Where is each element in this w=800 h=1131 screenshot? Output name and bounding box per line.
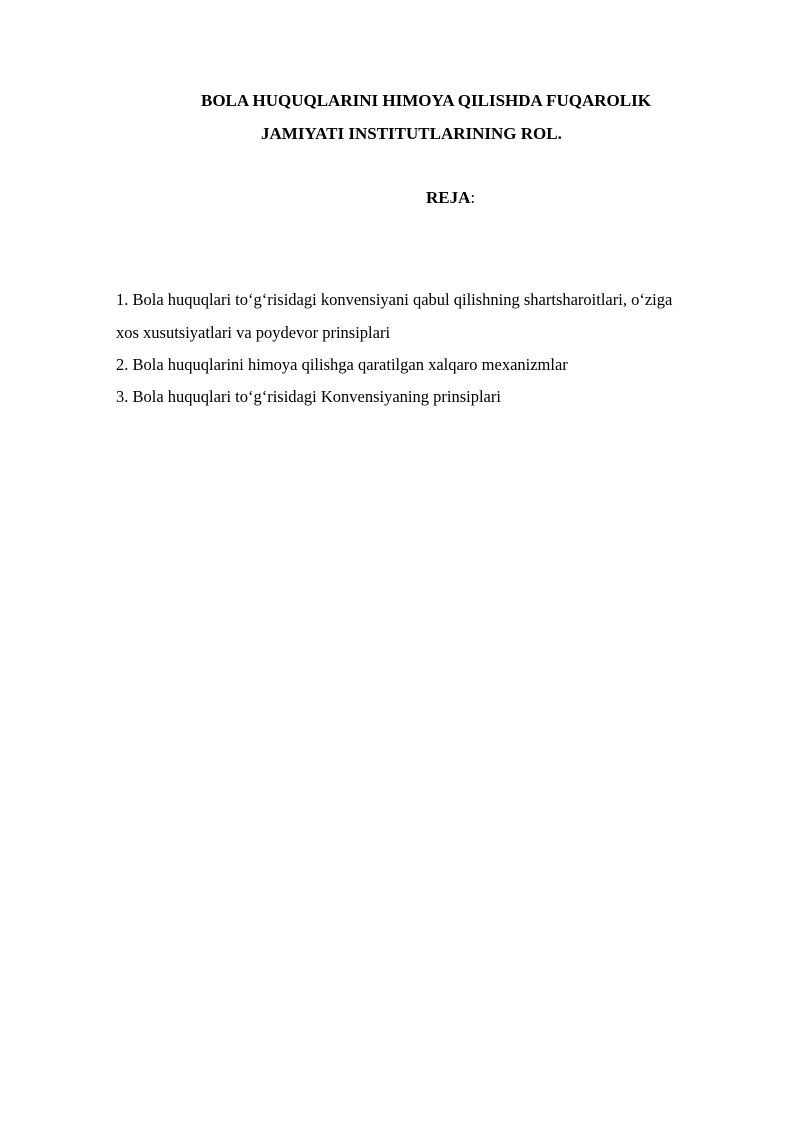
plan-item-3: 3. Bola huquqlari to‘g‘risidagi Konvensiyaning prinsiplari [116, 387, 501, 406]
plan-heading [426, 188, 475, 208]
document-title-line-1: BOLA HUQUQLARINI HIMOYA QILISHDA FUQAROLIK [201, 91, 651, 110]
plan-heading-label: REJA [426, 188, 471, 207]
plan-item-2: 2. Bola huquqlarini himoya qilishga qaratilgan xalqaro mexanizmlar [116, 355, 568, 374]
plan-item-1-line-2: xos xusutsiyatlari va poydevor prinsiplari [116, 323, 391, 342]
document-title-line-2: JAMIYATI INSTITUTLARINING ROL. [261, 124, 562, 143]
plan-heading-colon: : [470, 188, 476, 207]
plan-item-1-line-1: 1. Bola huquqlari to‘g‘risidagi konvensiyani qabul qilishning shartsharoitlari, o‘ziga [116, 290, 673, 309]
